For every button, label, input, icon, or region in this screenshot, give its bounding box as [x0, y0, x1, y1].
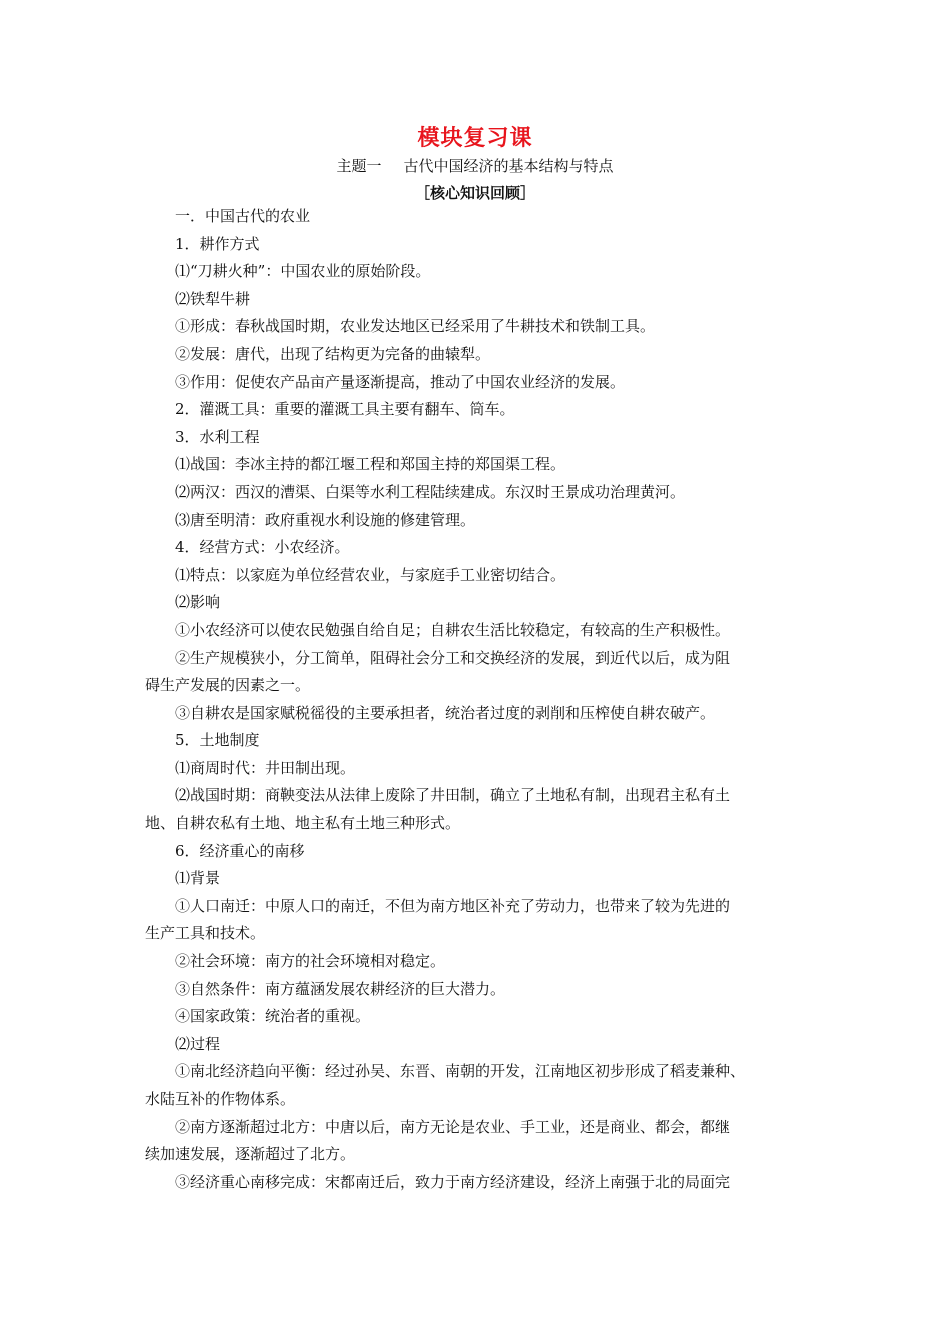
- text-line: 1．耕作方式: [175, 234, 260, 253]
- text-line: ③作用：促使农产品亩产量逐渐提高，推动了中国农业经济的发展。: [175, 372, 626, 391]
- text-line: ②社会环境：南方的社会环境相对稳定。: [175, 952, 446, 971]
- text-line: ⑵战国时期：商鞅变法从法律上废除了井田制，确立了土地私有制，出现君主私有土: [175, 786, 731, 805]
- topic-number: 主题一: [336, 157, 382, 175]
- text-line: ⑴背景: [175, 869, 221, 888]
- text-line: ④国家政策：统治者的重视。: [175, 1007, 371, 1026]
- text-line: 5．土地制度: [175, 731, 260, 750]
- section-heading: ［核心知识回顾］: [414, 184, 535, 202]
- text-line: ⑴战国：李冰主持的都江堰工程和郑国主持的郑国渠工程。: [175, 455, 566, 474]
- text-line: 3．水利工程: [175, 427, 260, 446]
- text-line: ③自然条件：南方蕴涵发展农耕经济的巨大潜力。: [175, 979, 506, 998]
- text-line: ①小农经济可以使农民勉强自给自足；自耕农生活比较稳定，有较高的生产积极性。: [175, 620, 731, 639]
- text-line: ⑵过程: [175, 1034, 221, 1053]
- text-line: 2．灌溉工具：重要的灌溉工具主要有翻车、筒车。: [175, 400, 515, 419]
- text-line: ⑵两汉：西汉的漕渠、白渠等水利工程陆续建成。东汉时王景成功治理黄河。: [175, 482, 686, 501]
- text-line: ⑴“刀耕火种”：中国农业的原始阶段。: [175, 262, 431, 281]
- text-line: ③经济重心南移完成：宋都南迁后，致力于南方经济建设，经济上南强于北的局面完: [175, 1172, 731, 1191]
- text-line: ②生产规模狭小，分工简单，阻碍社会分工和交换经济的发展，到近代以后，成为阻: [175, 648, 731, 667]
- topic-name: 古代中国经济的基本结构与特点: [403, 157, 614, 175]
- document-body: [145, 203, 815, 1196]
- text-line: ②南方逐渐超过北方：中唐以后，南方无论是农业、手工业，还是商业、都会，都继: [175, 1117, 731, 1136]
- text-line: 6．经济重心的南移: [175, 841, 305, 860]
- text-line: ⑴特点：以家庭为单位经营农业，与家庭手工业密切结合。: [175, 565, 566, 584]
- text-line: ①人口南迁：中原人口的南迁，不但为南方地区补充了劳动力，也带来了较为先进的: [175, 896, 731, 915]
- text-line: 碍生产发展的因素之一。: [145, 676, 311, 695]
- page-title: 模块复习课: [417, 125, 533, 151]
- text-line: 地、自耕农私有土地、地主私有土地三种形式。: [145, 814, 461, 833]
- text-line: ⑶唐至明清：政府重视水利设施的修建管理。: [175, 510, 476, 529]
- text-line: 续加速发展，逐渐超过了北方。: [145, 1145, 356, 1164]
- text-line: 水陆互补的作物体系。: [145, 1090, 296, 1108]
- topic-subtitle: [0, 155, 950, 176]
- text-line: ⑴商周时代：井田制出现。: [175, 758, 356, 777]
- text-line: ②发展：唐代，出现了结构更为完备的曲辕犁。: [175, 344, 491, 363]
- text-line: ⑵铁犁牛耕: [175, 289, 251, 308]
- text-line: ③自耕农是国家赋税徭役的主要承担者，统治者过度的剥削和压榨使自耕农破产。: [175, 703, 716, 722]
- text-line: ①南北经济趋向平衡：经过孙吴、东晋、南朝的开发，江南地区初步形成了稻麦兼种、: [175, 1062, 746, 1081]
- text-line: 4．经营方式：小农经济。: [175, 538, 350, 557]
- text-line: ⑵影响: [175, 593, 221, 612]
- text-line: ①形成：春秋战国时期，农业发达地区已经采用了牛耕技术和铁制工具。: [175, 317, 656, 336]
- text-line: 生产工具和技术。: [145, 924, 266, 943]
- text-line: 一．中国古代的农业: [175, 207, 311, 225]
